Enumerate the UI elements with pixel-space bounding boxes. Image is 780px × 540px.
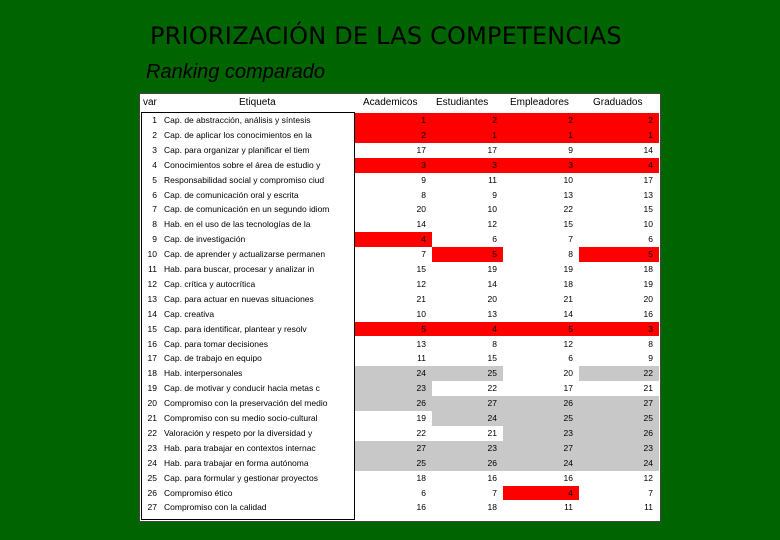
row-label: Cap. para actuar en nuevas situaciones xyxy=(164,293,314,304)
cell-empleadores: 12 xyxy=(503,337,579,352)
cell-graduados: 6 xyxy=(579,232,659,247)
cell-estudiantes: 13 xyxy=(432,307,503,322)
cell-graduados: 15 xyxy=(579,202,659,217)
table-row xyxy=(139,381,661,396)
cell-academicos: 19 xyxy=(355,411,432,426)
cell-academicos: 9 xyxy=(355,173,432,188)
cell-estudiantes: 6 xyxy=(432,232,503,247)
cell-estudiantes: 18 xyxy=(432,500,503,515)
row-label: Cap. para tomar decisiones xyxy=(164,338,268,349)
cell-empleadores: 19 xyxy=(503,262,579,277)
header-var: var xyxy=(143,97,157,108)
row-number: 11 xyxy=(148,264,157,274)
table-row xyxy=(139,486,661,501)
table-row xyxy=(139,426,661,441)
row-number: 23 xyxy=(147,442,157,453)
table-row xyxy=(139,158,661,173)
row-number: 13 xyxy=(147,293,157,304)
cell-academicos: 24 xyxy=(355,366,432,381)
cell-empleadores: 16 xyxy=(503,471,579,486)
cell-estudiantes: 23 xyxy=(432,441,503,456)
cell-academicos: 5 xyxy=(355,322,432,337)
cell-estudiantes: 4 xyxy=(432,322,503,337)
row-label: Hab. para trabajar en contextos internac xyxy=(164,442,316,453)
cell-graduados: 13 xyxy=(579,188,659,203)
cell-empleadores: 14 xyxy=(503,307,579,322)
cell-empleadores: 8 xyxy=(503,247,579,262)
header-academicos: Academicos xyxy=(363,97,418,108)
cell-empleadores: 6 xyxy=(503,351,579,366)
row-number: 6 xyxy=(152,189,157,200)
ranking-table xyxy=(139,93,661,522)
header-empleadores: Empleadores xyxy=(510,97,569,108)
cell-graduados: 19 xyxy=(579,277,659,292)
cell-empleadores: 26 xyxy=(503,396,579,411)
table-row xyxy=(139,247,661,262)
table-row xyxy=(139,262,661,277)
cell-graduados: 11 xyxy=(579,500,659,515)
cell-graduados: 27 xyxy=(579,396,659,411)
cell-graduados: 16 xyxy=(579,307,659,322)
cell-estudiantes: 8 xyxy=(432,337,503,352)
row-label: Cap. de trabajo en equipo xyxy=(164,353,262,364)
cell-empleadores: 24 xyxy=(503,456,579,471)
cell-academicos: 16 xyxy=(355,500,432,515)
table-row xyxy=(139,277,661,292)
cell-academicos: 21 xyxy=(355,292,432,307)
header-graduados: Graduados xyxy=(593,97,643,108)
table-row xyxy=(139,292,661,307)
cell-estudiantes: 17 xyxy=(432,143,503,158)
cell-empleadores: 27 xyxy=(503,441,579,456)
cell-empleadores: 20 xyxy=(503,366,579,381)
cell-academicos: 7 xyxy=(355,247,432,262)
cell-graduados: 3 xyxy=(579,322,659,337)
cell-academicos: 20 xyxy=(355,202,432,217)
row-label: Cap. para identificar, plantear y resolv xyxy=(164,323,307,334)
row-label: Cap. de aplicar los conocimientos en la xyxy=(164,129,312,140)
row-number: 2 xyxy=(152,129,157,140)
row-number: 9 xyxy=(152,234,157,245)
cell-graduados: 21 xyxy=(579,381,659,396)
cell-academicos: 11 xyxy=(355,351,432,366)
cell-estudiantes: 1 xyxy=(432,128,503,143)
row-label: Responsabilidad social y compromiso ciud xyxy=(164,174,325,185)
row-label: Cap. para organizar y planificar el tiem xyxy=(164,144,310,155)
table-row xyxy=(139,202,661,217)
cell-empleadores: 11 xyxy=(503,500,579,515)
row-label: Hab. interpersonales xyxy=(164,368,243,379)
table-row xyxy=(139,113,661,128)
cell-academicos: 13 xyxy=(355,337,432,352)
row-number: 14 xyxy=(147,308,157,319)
row-label: Valoración y respeto por la diversidad y xyxy=(164,427,313,438)
header-estudiantes: Estudiantes xyxy=(436,97,489,108)
cell-graduados: 5 xyxy=(579,247,659,262)
row-label: Cap. de motivar y conducir hacia metas c xyxy=(164,383,320,394)
cell-academicos: 2 xyxy=(355,128,432,143)
cell-graduados: 22 xyxy=(579,366,659,381)
row-label: Cap. de comunicación en un segundo idiom xyxy=(164,204,330,215)
row-label: Compromiso ético xyxy=(164,487,233,498)
table-row xyxy=(139,337,661,352)
cell-academicos: 18 xyxy=(355,471,432,486)
row-number: 21 xyxy=(147,413,157,423)
row-label: Cap. de abstracción, análisis y síntesis xyxy=(164,115,311,125)
cell-estudiantes: 10 xyxy=(432,202,503,217)
row-label: Hab. para buscar, procesar y analizar in xyxy=(164,264,315,274)
row-label: Compromiso con su medio socio-cultural xyxy=(164,413,318,423)
cell-academicos: 22 xyxy=(355,426,432,441)
header-etiqueta: Etiqueta xyxy=(239,97,276,108)
cell-estudiantes: 15 xyxy=(432,351,503,366)
row-label: Cap. para formular y gestionar proyectos xyxy=(164,472,319,483)
cell-estudiantes: 25 xyxy=(432,366,503,381)
cell-estudiantes: 2 xyxy=(432,113,503,128)
row-number: 26 xyxy=(147,487,157,498)
cell-empleadores: 2 xyxy=(503,113,579,128)
cell-graduados: 20 xyxy=(579,292,659,307)
cell-estudiantes: 27 xyxy=(432,396,503,411)
table-row xyxy=(139,396,661,411)
row-label: Hab. en el uso de las tecnologías de la xyxy=(164,219,311,230)
row-label: Conocimientos sobre el área de estudio y xyxy=(164,159,321,170)
cell-academicos: 10 xyxy=(355,307,432,322)
table-row xyxy=(139,351,661,366)
cell-academicos: 14 xyxy=(355,217,432,232)
cell-graduados: 10 xyxy=(579,217,659,232)
cell-academicos: 1 xyxy=(355,113,432,128)
cell-graduados: 23 xyxy=(579,441,659,456)
cell-academicos: 25 xyxy=(355,456,432,471)
row-number: 24 xyxy=(147,457,157,468)
cell-graduados: 1 xyxy=(579,128,659,143)
cell-estudiantes: 3 xyxy=(432,158,503,173)
cell-estudiantes: 22 xyxy=(432,381,503,396)
cell-academicos: 17 xyxy=(355,143,432,158)
row-number: 5 xyxy=(152,174,157,185)
slide-subtitle: Ranking comparado xyxy=(146,61,325,83)
cell-empleadores: 23 xyxy=(503,426,579,441)
row-number: 22 xyxy=(147,427,157,438)
cell-empleadores: 9 xyxy=(503,143,579,158)
row-number: 27 xyxy=(147,502,157,513)
row-number: 3 xyxy=(152,144,157,155)
cell-graduados: 4 xyxy=(579,158,659,173)
cell-academicos: 26 xyxy=(355,396,432,411)
row-number: 7 xyxy=(152,204,157,215)
row-number: 20 xyxy=(147,398,157,409)
row-label: Cap. de aprender y actualizarse permanen xyxy=(164,249,326,260)
table-row xyxy=(139,366,661,381)
cell-graduados: 17 xyxy=(579,173,659,188)
cell-academicos: 8 xyxy=(355,188,432,203)
cell-estudiantes: 19 xyxy=(432,262,503,277)
row-number: 8 xyxy=(152,219,157,230)
cell-estudiantes: 14 xyxy=(432,277,503,292)
row-number: 25 xyxy=(147,472,157,483)
cell-academicos: 4 xyxy=(355,232,432,247)
cell-estudiantes: 7 xyxy=(432,486,503,501)
cell-graduados: 9 xyxy=(579,351,659,366)
cell-estudiantes: 20 xyxy=(432,292,503,307)
cell-empleadores: 22 xyxy=(503,202,579,217)
row-number: 10 xyxy=(147,249,157,260)
cell-graduados: 8 xyxy=(579,337,659,352)
cell-estudiantes: 5 xyxy=(432,247,503,262)
row-number: 4 xyxy=(152,159,157,170)
row-number: 15 xyxy=(147,323,157,334)
cell-graduados: 25 xyxy=(579,411,659,426)
row-number: 19 xyxy=(147,383,157,394)
row-label: Compromiso con la calidad xyxy=(164,502,267,513)
cell-estudiantes: 11 xyxy=(432,173,503,188)
cell-estudiantes: 24 xyxy=(432,411,503,426)
table-row xyxy=(139,411,661,426)
cell-empleadores: 3 xyxy=(503,158,579,173)
table-row xyxy=(139,322,661,337)
cell-graduados: 18 xyxy=(579,262,659,277)
row-label: Cap. creativa xyxy=(164,308,215,319)
cell-estudiantes: 26 xyxy=(432,456,503,471)
cell-estudiantes: 9 xyxy=(432,188,503,203)
cell-empleadores: 13 xyxy=(503,188,579,203)
cell-estudiantes: 12 xyxy=(432,217,503,232)
cell-graduados: 14 xyxy=(579,143,659,158)
row-number: 17 xyxy=(147,353,157,364)
slide-title: PRIORIZACIÓN DE LAS COMPETENCIAS xyxy=(150,22,622,50)
table-row xyxy=(139,307,661,322)
row-label: Cap. crítica y autocrítica xyxy=(164,278,256,289)
cell-empleadores: 18 xyxy=(503,277,579,292)
cell-academicos: 27 xyxy=(355,441,432,456)
cell-empleadores: 17 xyxy=(503,381,579,396)
cell-graduados: 24 xyxy=(579,456,659,471)
cell-empleadores: 25 xyxy=(503,411,579,426)
table-row xyxy=(139,128,661,143)
table-row xyxy=(139,500,661,515)
cell-graduados: 7 xyxy=(579,486,659,501)
cell-estudiantes: 16 xyxy=(432,471,503,486)
cell-graduados: 26 xyxy=(579,426,659,441)
cell-empleadores: 4 xyxy=(503,486,579,501)
cell-empleadores: 7 xyxy=(503,232,579,247)
row-label: Cap. de investigación xyxy=(164,234,246,245)
table-row xyxy=(139,471,661,486)
row-number: 16 xyxy=(147,338,157,349)
row-label: Cap. de comunicación oral y escrita xyxy=(164,189,299,200)
table-row xyxy=(139,232,661,247)
cell-empleadores: 5 xyxy=(503,322,579,337)
table-row xyxy=(139,173,661,188)
cell-academicos: 15 xyxy=(355,262,432,277)
cell-empleadores: 15 xyxy=(503,217,579,232)
row-label: Hab. para trabajar en forma autónoma xyxy=(164,457,309,468)
table-row xyxy=(139,217,661,232)
table-row xyxy=(139,441,661,456)
row-number: 12 xyxy=(147,278,157,289)
cell-graduados: 2 xyxy=(579,113,659,128)
row-label: Compromiso con la preservación del medio xyxy=(164,398,328,409)
cell-academicos: 3 xyxy=(355,158,432,173)
cell-empleadores: 21 xyxy=(503,292,579,307)
cell-academicos: 6 xyxy=(355,486,432,501)
cell-academicos: 23 xyxy=(355,381,432,396)
cell-graduados: 12 xyxy=(579,471,659,486)
table-row xyxy=(139,456,661,471)
cell-empleadores: 1 xyxy=(503,128,579,143)
row-number: 1 xyxy=(152,115,157,125)
cell-estudiantes: 21 xyxy=(432,426,503,441)
table-row xyxy=(139,188,661,203)
cell-empleadores: 10 xyxy=(503,173,579,188)
row-number: 18 xyxy=(147,368,157,379)
cell-academicos: 12 xyxy=(355,277,432,292)
table-row xyxy=(139,143,661,158)
